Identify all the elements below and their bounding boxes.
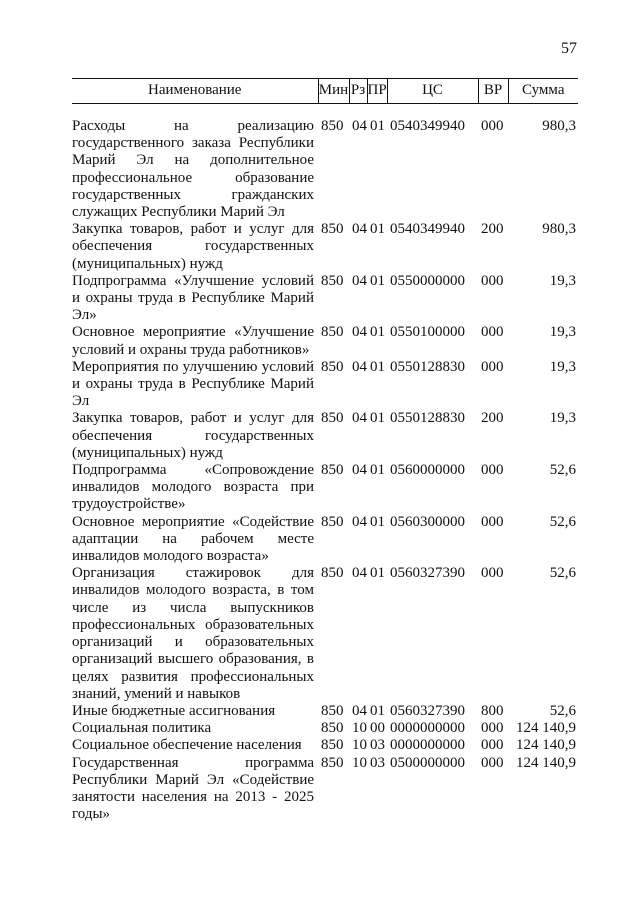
row-name: Мероприятия по улучшению условий и охраны труда в Республике Марий Эл bbox=[72, 358, 314, 410]
row-cs: 0540349940 bbox=[390, 221, 465, 238]
row-pr: 01 bbox=[370, 324, 385, 341]
table-row bbox=[72, 720, 578, 737]
row-pr: 01 bbox=[370, 358, 385, 375]
row-rz: 04 bbox=[352, 513, 367, 530]
row-name: Социальная политика bbox=[72, 720, 212, 737]
row-min: 850 bbox=[321, 513, 344, 530]
table-row bbox=[72, 359, 578, 411]
row-pr: 01 bbox=[370, 272, 385, 289]
row-min: 850 bbox=[321, 358, 344, 375]
row-sum: 52,6 bbox=[549, 702, 576, 719]
row-vr: 800 bbox=[481, 702, 504, 719]
table-row bbox=[72, 118, 578, 221]
row-vr: 000 bbox=[481, 272, 504, 289]
row-sum: 124 140,9 bbox=[516, 737, 576, 754]
row-sum: 19,3 bbox=[549, 410, 576, 427]
row-vr: 200 bbox=[481, 221, 504, 238]
row-min: 850 bbox=[321, 118, 344, 134]
row-cs: 0000000000 bbox=[390, 737, 465, 754]
row-vr: 000 bbox=[481, 737, 504, 754]
row-min: 850 bbox=[321, 565, 344, 582]
row-cs: 0550128830 bbox=[390, 410, 465, 427]
row-rz: 04 bbox=[352, 324, 367, 341]
row-vr: 000 bbox=[481, 358, 504, 375]
table-row bbox=[72, 755, 578, 824]
row-vr: 000 bbox=[481, 324, 504, 341]
row-vr: 000 bbox=[481, 513, 504, 530]
row-min: 850 bbox=[321, 720, 344, 737]
header-rz: Рз bbox=[349, 79, 367, 104]
row-name: Социальное обеспечение населения bbox=[72, 737, 302, 754]
row-name: Основное мероприятие «Улучшение условий и охраны труда работников» bbox=[72, 324, 314, 358]
row-rz: 04 bbox=[352, 410, 367, 427]
budget-table bbox=[72, 78, 578, 823]
row-sum: 124 140,9 bbox=[516, 754, 576, 771]
row-name: Закупка товаров, работ и услуг для обеспечения государственных (муниципальных) нужд bbox=[72, 410, 314, 461]
row-vr: 000 bbox=[481, 720, 504, 737]
row-min: 850 bbox=[321, 702, 344, 719]
table-row bbox=[72, 737, 578, 754]
row-sum: 980,3 bbox=[542, 118, 576, 134]
row-sum: 52,6 bbox=[549, 565, 576, 582]
row-cs: 0000000000 bbox=[390, 720, 465, 737]
row-name: Организация стажировок для инвалидов молодого возраста, в том числе из числа выпускников профессиональных образовательных организаций и образовательных организаций высшего образования, в целях развития профессиональных знаний, умений и навыков bbox=[72, 565, 314, 702]
row-name: Иные бюджетные ассигнования bbox=[72, 702, 276, 719]
row-vr: 200 bbox=[481, 410, 504, 427]
header-cs: ЦС bbox=[387, 79, 478, 104]
header-vr: ВР bbox=[478, 79, 508, 104]
row-rz: 10 bbox=[352, 754, 367, 771]
row-cs: 0500000000 bbox=[390, 754, 465, 771]
row-pr: 01 bbox=[370, 462, 385, 479]
row-pr: 01 bbox=[370, 118, 385, 134]
row-min: 850 bbox=[321, 462, 344, 479]
table-row bbox=[72, 703, 578, 720]
row-pr: 01 bbox=[370, 410, 385, 427]
page-number: 57 bbox=[561, 40, 577, 57]
row-pr: 00 bbox=[370, 720, 385, 737]
row-sum: 124 140,9 bbox=[516, 720, 576, 737]
row-cs: 0560300000 bbox=[390, 513, 465, 530]
table-row bbox=[72, 462, 578, 514]
row-min: 850 bbox=[321, 410, 344, 427]
row-pr: 01 bbox=[370, 565, 385, 582]
row-pr: 03 bbox=[370, 737, 385, 754]
row-pr: 01 bbox=[370, 513, 385, 530]
row-min: 850 bbox=[321, 324, 344, 341]
row-rz: 10 bbox=[352, 720, 367, 737]
row-cs: 0550128830 bbox=[390, 358, 465, 375]
row-sum: 19,3 bbox=[549, 358, 576, 375]
row-rz: 04 bbox=[352, 565, 367, 582]
row-vr: 000 bbox=[481, 565, 504, 582]
row-vr: 000 bbox=[481, 118, 504, 134]
row-cs: 0540349940 bbox=[390, 118, 465, 134]
row-min: 850 bbox=[321, 754, 344, 771]
row-vr: 000 bbox=[481, 754, 504, 771]
row-sum: 980,3 bbox=[542, 221, 576, 238]
row-cs: 0560000000 bbox=[390, 462, 465, 479]
row-cs: 0550100000 bbox=[390, 324, 465, 341]
table-row bbox=[72, 565, 578, 703]
table-header bbox=[72, 79, 578, 104]
table-row bbox=[72, 324, 578, 358]
table-row bbox=[72, 273, 578, 325]
row-pr: 03 bbox=[370, 754, 385, 771]
row-vr: 000 bbox=[481, 462, 504, 479]
table-body bbox=[72, 104, 578, 824]
row-cs: 0560327390 bbox=[390, 565, 465, 582]
header-pr: ПР bbox=[367, 79, 387, 104]
row-min: 850 bbox=[321, 272, 344, 289]
row-pr: 01 bbox=[370, 221, 385, 238]
header-name: Наименование bbox=[72, 79, 318, 104]
row-name: Подпрограмма «Сопровождение инвалидов молодого возраста при трудоустройстве» bbox=[72, 462, 314, 513]
row-rz: 04 bbox=[352, 462, 367, 479]
row-name: Подпрограмма «Улучшение условий и охраны труда в Республике Марий Эл» bbox=[72, 272, 314, 324]
row-rz: 04 bbox=[352, 272, 367, 289]
row-rz: 04 bbox=[352, 358, 367, 375]
row-name: Основное мероприятие «Содействие адаптации на рабочем месте инвалидов молодого возраста» bbox=[72, 513, 314, 565]
header-min: Мин bbox=[318, 79, 349, 104]
row-rz: 04 bbox=[352, 118, 367, 134]
header-sum: Сумма bbox=[508, 79, 578, 104]
row-min: 850 bbox=[321, 737, 344, 754]
row-name: Закупка товаров, работ и услуг для обеспечения государственных (муниципальных) нужд bbox=[72, 221, 314, 272]
table-row bbox=[72, 410, 578, 462]
row-rz: 04 bbox=[352, 702, 367, 719]
row-sum: 19,3 bbox=[549, 324, 576, 341]
row-name: Расходы на реализацию государственного заказа Республики Марий Эл на дополнительное профессиональное образование государственных гражданских служащих Республики Марий Эл bbox=[72, 118, 314, 221]
row-sum: 52,6 bbox=[549, 462, 576, 479]
row-cs: 0550000000 bbox=[390, 272, 465, 289]
row-rz: 10 bbox=[352, 737, 367, 754]
row-min: 850 bbox=[321, 221, 344, 238]
row-rz: 04 bbox=[352, 221, 367, 238]
table-row bbox=[72, 221, 578, 273]
row-name: Государственная программа Республики Марий Эл «Содействие занятости населения на 2013 - 2025 годы» bbox=[72, 754, 314, 823]
row-pr: 01 bbox=[370, 702, 385, 719]
row-cs: 0560327390 bbox=[390, 702, 465, 719]
row-sum: 19,3 bbox=[549, 272, 576, 289]
row-sum: 52,6 bbox=[549, 513, 576, 530]
table-row bbox=[72, 514, 578, 566]
